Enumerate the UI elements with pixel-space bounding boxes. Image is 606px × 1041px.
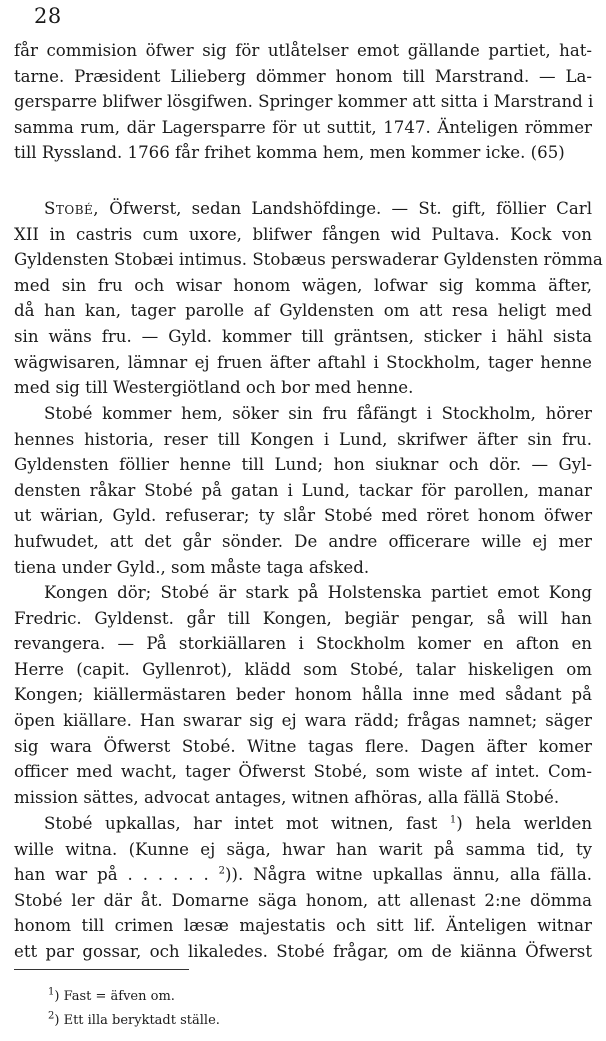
text-line: mission sättes, advocat antages, witnen afhöras, alla fällä Stobé. [14, 787, 560, 807]
text-line: ut wärian, Gyld. refuserar; ty slår Stobé med röret honom öfwer [14, 506, 592, 526]
footnote-mark: 1 [48, 986, 55, 998]
text-fragment: Stobé upkallas, har intet mot witnen, fast [44, 814, 450, 833]
text-line: samma rum, där Lagersparre för ut suttit, 1747. Änteligen römmer [14, 117, 592, 137]
text-line: öpen kiällare. Han swarar sig ej wara rädd; frågas namnet; säger [14, 710, 592, 730]
footnote-divider [14, 969, 189, 970]
footnote-mark: 2 [48, 1010, 55, 1022]
text-fragment: Öfwerst, sedan Landshöfdinge. — St. gift, föllier Carl [99, 199, 592, 218]
paragraph-3 [14, 401, 592, 580]
text-line: densten råkar Stobé på gatan i Lund, tackar för parollen, manar [14, 480, 592, 500]
text-line: sin wäns fru. — Gyld. kommer till gräntsen, sticker i hähl sista [14, 326, 592, 346]
text-line: till Ryssland. 1766 får frihet komma hem, men kommer icke. (65) [14, 143, 565, 163]
text-fragment: ) hela werlden [456, 814, 593, 833]
text-line [14, 811, 592, 837]
paragraph-4 [14, 580, 592, 810]
footnote-ref-1[interactable]: 1 [449, 814, 457, 826]
text-line: tiena under Gyld., som måste taga afsked. [14, 557, 370, 577]
footnote-1 [48, 985, 588, 1009]
text-line: hennes historia, reser till Kongen i Lund, skrifwer äfter sin fru. [14, 429, 592, 449]
text-line: Gyldensten föllier henne till Lund; hon siuknar och dör. — Gyl- [14, 455, 592, 475]
page-number: 28 [34, 4, 62, 28]
text-line: wägwisaren, lämnar ej fruen äfter aftahl i Stockholm, tager henne [14, 352, 592, 372]
text-line: Fredric. Gyldenst. går till Kongen, begiär pengar, så will han [14, 608, 592, 628]
text-line: honom till crimen læsæ majestatis och sitt lif. Änteligen witnar [14, 916, 592, 936]
text-line: tarne. Præsident Lilieberg dömmer honom till Marstrand. — La- [14, 66, 592, 86]
text-line: hufwudet, att det går sönder. De andre officerare wille ej mer [14, 531, 592, 551]
text-line: XII in castris cum uxore, blifwer fången wid Pultava. Kock von [14, 224, 592, 244]
footnote-text: ) Fast = äfven om. [54, 989, 175, 1004]
text-line: Herre (capit. Gyllenrot), klädd som Stobé, talar hiskeligen om [14, 659, 592, 679]
text-line: ett par gossar, och likaledes. Stobé frågar, om de kiänna Öfwerst [14, 941, 592, 961]
text-line: får commision öfwer sig för utlåtelser emot gällande partiet, hat- [14, 41, 592, 60]
footnote-text: ) Ett illa beryktadt ställe. [54, 1013, 220, 1028]
text-line: wille witna. (Kunne ej säga, hwar han warit på samma tid, ty [14, 839, 592, 859]
footnote-2 [48, 1009, 588, 1033]
text-line: Kongen dör; Stobé är stark på Holstenska partiet emot Kong [44, 583, 592, 602]
text-line: gersparre blifwer lösgifwen. Springer kommer att sitta i Marstrand i [14, 92, 594, 112]
text-fragment: )). Några witne upkallas ännu, alla fälla. [225, 865, 592, 885]
text-line: Gyldensten Stobæi intimus. Stobæus perswaderar Gyldensten römma [14, 250, 603, 270]
text-line: Stobé ler där åt. Domarne säga honom, att allenast 2:ne dömma [14, 890, 592, 910]
entry-name: Stobé, [44, 199, 100, 218]
text-line: revangera. — På storkiällaren i Stockholm komer en afton en [14, 634, 592, 654]
text-line: Stobé kommer hem, söker sin fru fåfängt i Stockholm, hörer [44, 404, 592, 423]
text-line: Kongen; kiällermästaren beder honom hålla inne med sådant på [14, 685, 592, 705]
paragraph-1 [14, 38, 592, 166]
paragraph-stobe-entry [14, 196, 603, 401]
text-line [14, 196, 592, 222]
text-line: sig wara Öfwerst Stobé. Witne tagas flere. Dagen äfter komer [14, 736, 592, 756]
text-line: officer med wacht, tager Öfwerst Stobé, som wiste af intet. Com- [14, 762, 592, 782]
text-line [14, 862, 592, 888]
footnote-ref-2[interactable]: 2 [218, 865, 226, 877]
text-fragment: han war på . . . . . . [14, 865, 219, 885]
text-line: med sig till Westergiötland och bor med henne. [14, 378, 414, 398]
text-line: då han kan, tager parolle af Gyldensten om att resa heligt med [14, 301, 592, 321]
paragraph-5 [14, 811, 592, 965]
footnotes [48, 985, 588, 1033]
text-line: med sin fru och wisar honom wägen, lofwar sig komma äfter, [14, 275, 592, 295]
